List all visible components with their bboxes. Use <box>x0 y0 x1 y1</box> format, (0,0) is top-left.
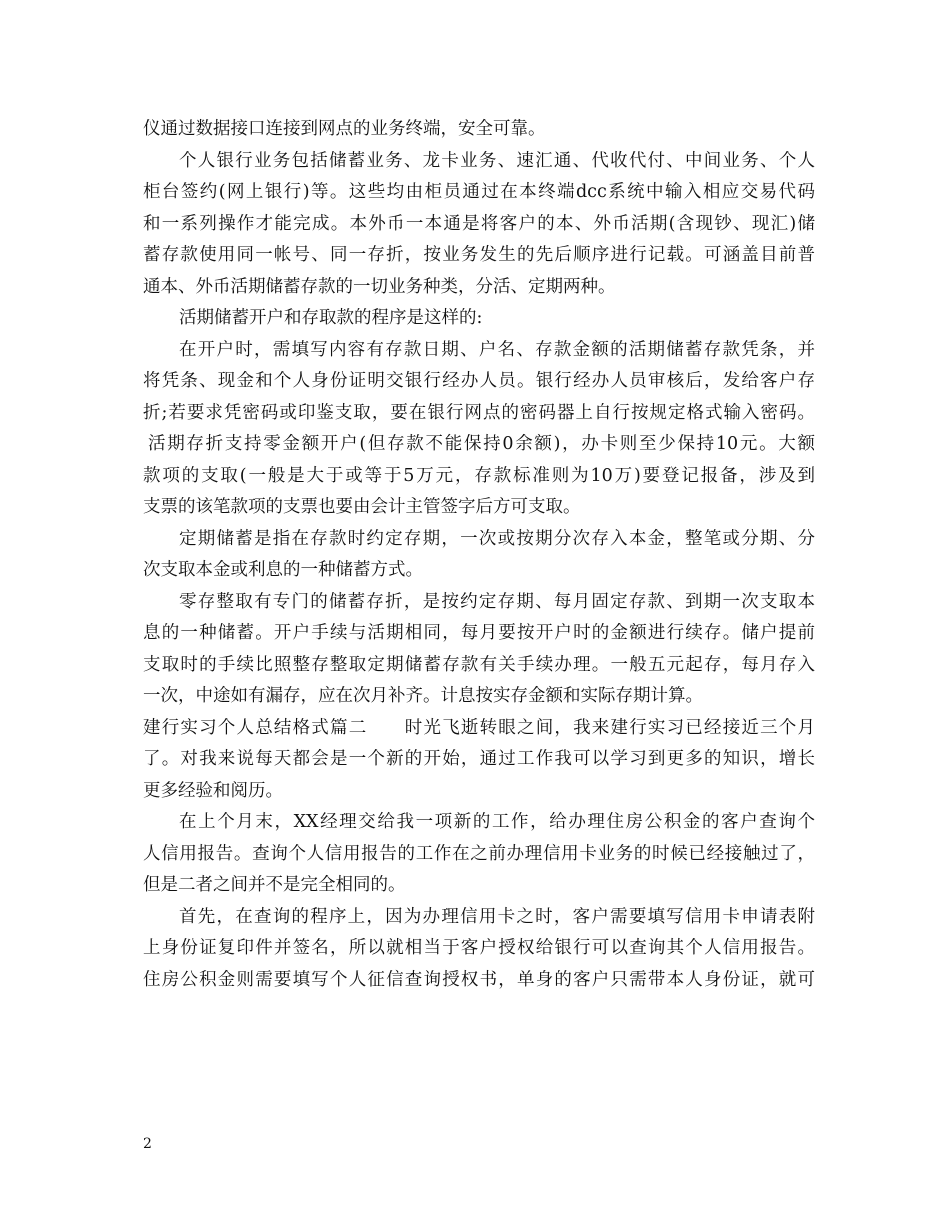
text-line: 了。对我来说每天都会是一个新的开始，通过工作我可以学习到更多的知识，增长 <box>143 749 815 769</box>
text-line: 首先，在查询的程序上，因为办理信用卡之时，客户需要填写信用卡申请表附 <box>179 906 815 927</box>
text-line: 通本、外币活期储蓄存款的一切业务种类，分活、定期两种。 <box>143 276 616 297</box>
text-line: 支取时的手续比照整存整取定期储蓄存款有关手续办理。一般五元起存，每月存入 <box>143 654 815 675</box>
text-line: 个人银行业务包括储蓄业务、龙卡业务、速汇通、代收代付、中间业务、个人 <box>179 150 815 171</box>
section-heading-line: 建行实习个人总结格式篇二 时光飞逝转眼之间，我来建行实习已经接近三个月 <box>143 717 815 738</box>
text-line: 柜台签约(网上银行)等。这些均由柜员通过在本终端dcc系统中输入相应交易代码 <box>143 182 815 202</box>
text-line: 一次，中途如有漏存，应在次月补齐。计息按实存金额和实际存期计算。 <box>143 686 703 706</box>
text-line: 在上个月末，XX经理交给我一项新的工作，给办理住房公积金的客户查询个 <box>179 812 815 832</box>
text-line: 更多经验和阅历。 <box>143 780 283 801</box>
text-line: 折;若要求凭密码或印鉴支取，要在银行网点的密码器上自行按规定格式输入密码。 <box>143 402 815 423</box>
text-line: 在开户时，需填写内容有存款日期、户名、存款金额的活期储蓄存款凭条，并 <box>179 339 815 360</box>
text-line: 次支取本金或利息的一种储蓄方式。 <box>143 560 423 580</box>
page-number: 2 <box>143 1136 152 1152</box>
text-line: 仪通过数据接口连接到网点的业务终端，安全可靠。 <box>143 119 546 139</box>
document-body <box>143 114 815 996</box>
text-line: 蓄存款使用同一帐号、同一存折，按业务发生的先后顺序进行记载。可涵盖目前普 <box>143 245 815 265</box>
text-line: 定期储蓄是指在存款时约定存期，一次或按期分次存入本金，整笔或分期、分 <box>179 528 815 549</box>
text-line: 息的一种储蓄。开户手续与活期相同，每月要按开户时的金额进行续存。储户提前 <box>143 623 815 643</box>
text-line: 款项的支取(一般是大于或等于5万元，存款标准则为10万)要登记报备，涉及到 <box>143 465 815 486</box>
text-line: 上身份证复印件并签名，所以就相当于客户授权给银行可以查询其个人信用报告。 <box>143 938 815 958</box>
text-line: 零存整取有专门的储蓄存折，是按约定存期、每月固定存款、到期一次支取本 <box>179 591 815 612</box>
text-line: 人信用报告。查询个人信用报告的工作在之前办理信用卡业务的时候已经接触过了， <box>143 843 815 864</box>
text-line: 支票的该笔款项的支票也要由会计主管签字后方可支取。 <box>143 497 581 517</box>
text-line: 活期存折支持零金额开户(但存款不能保持0余额)，办卡则至少保持10元。大额 <box>148 434 815 454</box>
text-line: 将凭条、现金和个人身份证明交银行经办人员。银行经办人员审核后，发给客户存 <box>143 371 815 391</box>
text-line: 但是二者之间并不是完全相同的。 <box>143 875 406 895</box>
text-line: 住房公积金则需要填写个人征信查询授权书，单身的客户只需带本人身份证，就可 <box>143 969 815 990</box>
text-line: 活期储蓄开户和存取款的程序是这样的: <box>179 308 483 328</box>
text-line: 和一系列操作才能完成。本外币一本通是将客户的本、外币活期(含现钞、现汇)储 <box>143 213 815 234</box>
